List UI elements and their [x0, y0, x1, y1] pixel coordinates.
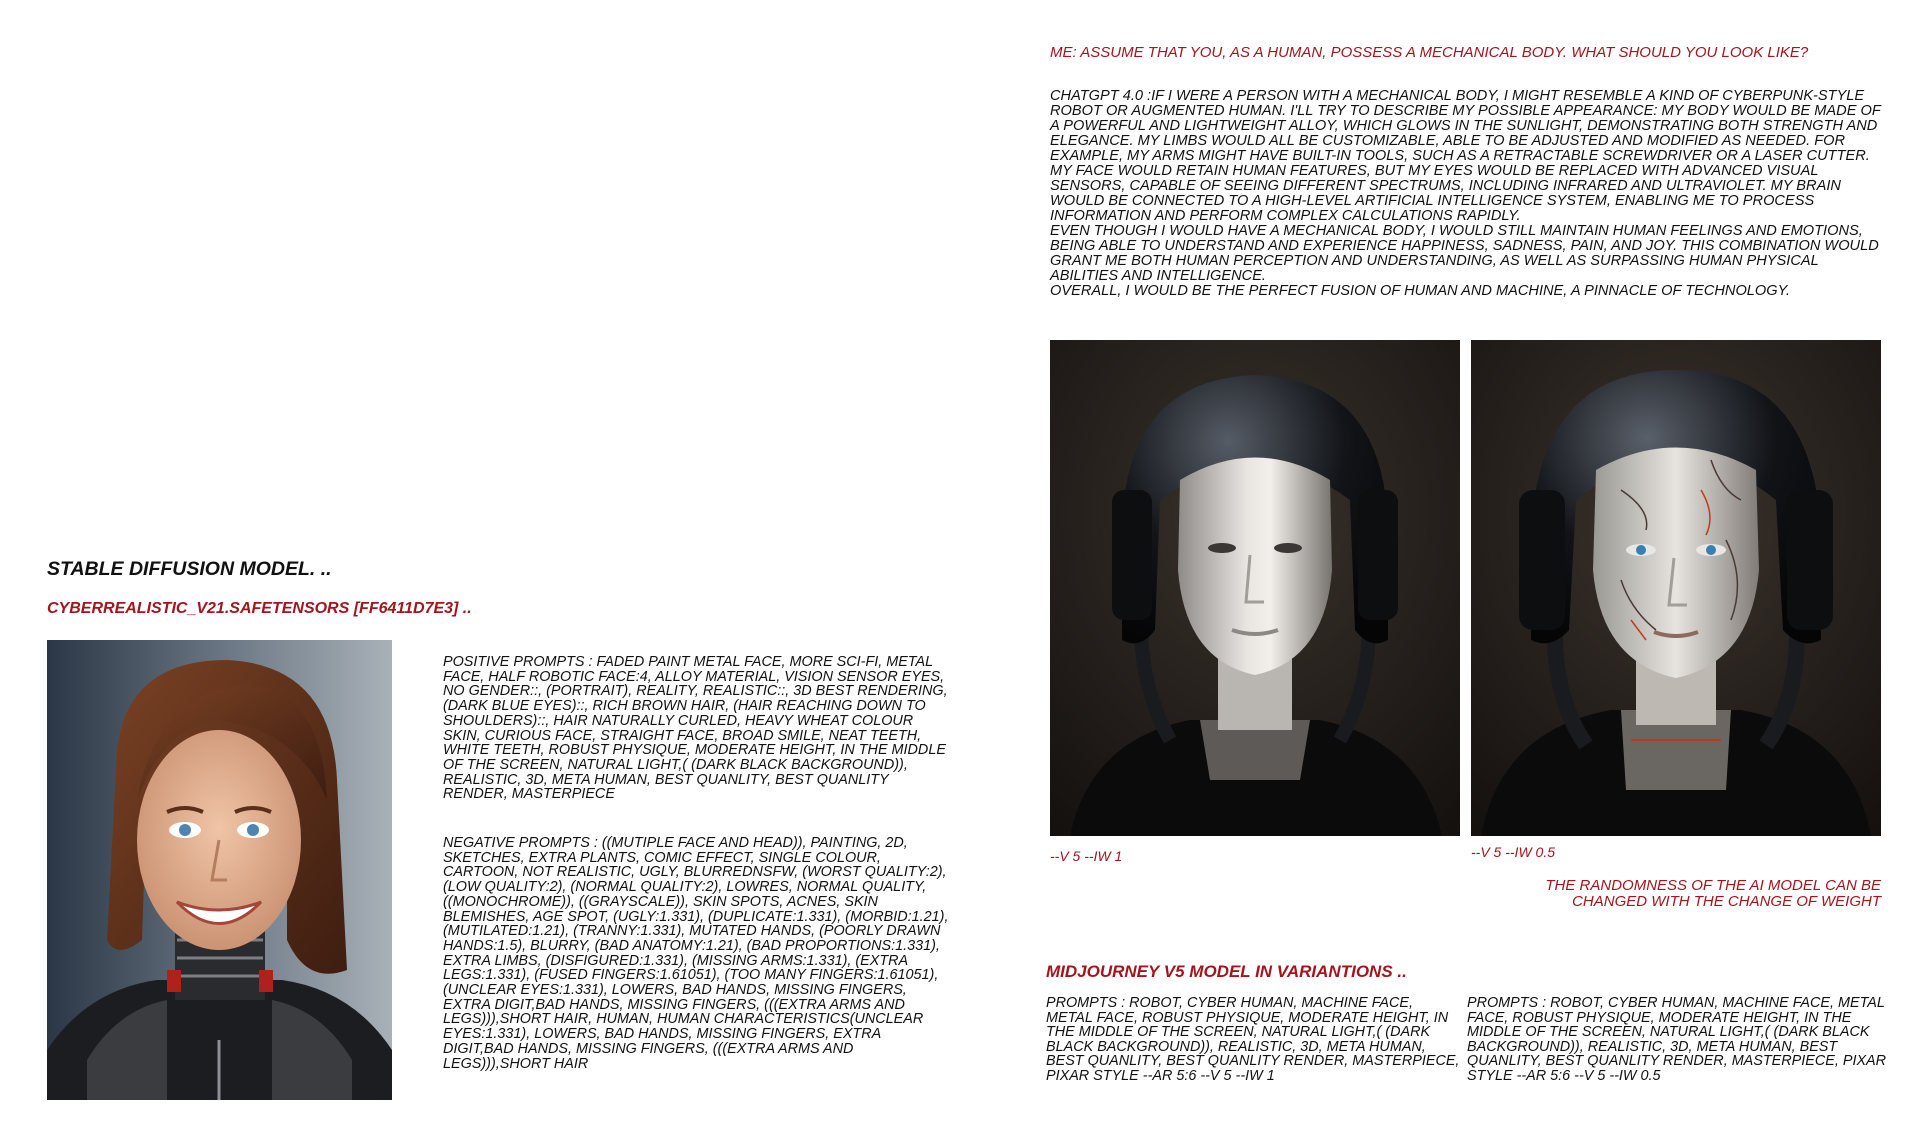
- randomness-note: THE RANDOMNESS OF THE AI MODEL CAN BE CHANGED WITH THE CHANGE OF WEIGHT: [1545, 877, 1881, 910]
- negative-prompts: NEGATIVE PROMPTS : ((MUTIPLE FACE AND HEAD)), PAINTING, 2D, SKETCHES, EXTRA PLANTS, COMIC EFFECT, SINGLE COLOUR, CARTOON, NOT REALISTIC, UGLY, BLURREDNSFW, (WORST QUALITY:2), (LOW QUALITY:2), (NORMAL QUALITY:2), LOWRES, NORMAL QUALITY, ((MONOCHROME)), ((GRAYSCALE)), SKIN SPOTS, ACNES, SKIN BLEMISHES, AGE SPOT, (UGLY:1.331), (DUPLICATE:1.331), (MORBID:1.21), (MUTILATED:1.21), (TRANNY:1.331), MUTATED HANDS, (POORLY DRAWN HANDS:1.5), BLURRY, (BAD ANATOMY:1.21), (BAD PROPORTIONS:1.331), EXTRA LIMBS, (DISFIGURED:1.331), (MISSING ARMS:1.331), (EXTRA LEGS:1.331), (FUSED FINGERS:1.61051), (TOO MANY FINGERS:1.61051), (UNCLEAR EYES:1.331), LOWERS, BAD HANDS, MISSING FINGERS, EXTRA DIGIT,BAD HANDS, MISSING FINGERS, (((EXTRA ARMS AND LEGS))),SHORT HAIR, HUMAN, HUMAN CHARACTERISTICS(UNCLEAR EYES:1.331), LOWERS, BAD HANDS, MISSING FINGERS, EXTRA DIGIT,BAD HANDS, MISSING FINGERS, (((EXTRA ARMS AND LEGS))),SHORT HAIR: [443, 835, 949, 1072]
- midjourney-robot-image-2: [1471, 340, 1881, 836]
- stable-diffusion-heading: STABLE DIFFUSION MODEL. ..: [47, 558, 332, 580]
- answer-paragraph: OVERALL, I WOULD BE THE PERFECT FUSION OF HUMAN AND MACHINE, A PINNACLE OF TECHNOLOGY.: [1050, 283, 1791, 299]
- question-text: ME: ASSUME THAT YOU, AS A HUMAN, POSSESS A MECHANICAL BODY. WHAT SHOULD YOU LOOK LIKE?: [1050, 44, 1809, 61]
- positive-prompts: POSITIVE PROMPTS : FADED PAINT METAL FACE, MORE SCI-FI, METAL FACE, HALF ROBOTIC FACE:4, ALLOY MATERIAL, VISION SENSOR EYES, NO GENDER::, (PORTRAIT), REALITY, REALISTIC::, 3D BEST RENDERING, (DARK BLUE EYES)::, RICH BROWN HAIR, (HAIR REACHING DOWN TO SHOULDERS)::, HAIR NATURALLY CURLED, HEAVY WHEAT COLOUR SKIN, CURIOUS FACE, STRAIGHT FACE, BROAD SMILE, NEAT TEETH, WHITE TEETH, ROBUST PHYSIQUE, MODERATE HEIGHT, IN THE MIDDLE OF THE SCREEN, NATURAL LIGHT,( (DARK BLACK BACKGROUND)), REALISTIC, 3D, META HUMAN, BEST QUANLITY, BEST QUANLITY RENDER, MASTERPIECE: [443, 654, 948, 803]
- model-name: CYBERREALISTIC_V21.SAFETENSORS [FF6411D7E3] ..: [47, 600, 472, 617]
- midjourney-heading: MIDJOURNEY V5 MODEL IN VARIANTIONS ..: [1046, 962, 1407, 981]
- answer-paragraph: MY FACE WOULD RETAIN HUMAN FEATURES, BUT MY EYES WOULD BE REPLACED WITH ADVANCED VISUAL SENSORS, CAPABLE OF SEEING DIFFERENT SPECTRUMS, INCLUDING INFRARED AND ULTRAVIOLET. MY BRAIN WOULD BE CONNECTED TO A HIGH-LEVEL ARTIFICIAL INTELLIGENCE SYSTEM, ENABLING ME TO PROCESS INFORMATION AND PERFORM COMPLEX CALCULATIONS RAPIDLY.: [1050, 163, 1841, 224]
- midjourney-robot-image-1: [1050, 340, 1460, 836]
- stable-diffusion-portrait-image: [47, 640, 392, 1100]
- chatgpt-answer: [1050, 89, 1890, 299]
- midjourney-prompt-2: PROMPTS : ROBOT, CYBER HUMAN, MACHINE FACE, METAL FACE, ROBUST PHYSIQUE, MODERATE HEIGHT, IN THE MIDDLE OF THE SCREEN, NATURAL LIGHT,( (DARK BLACK BACKGROUND)), REALISTIC, 3D, META HUMAN, BEST QUANLITY, BEST QUANLITY RENDER, MASTERPIECE, PIXAR STYLE --AR 5:6 --V 5 --IW 0.5: [1467, 995, 1887, 1084]
- caption-iw-0-5: --V 5 --IW 0.5: [1471, 844, 1556, 860]
- midjourney-prompt-1: PROMPTS : ROBOT, CYBER HUMAN, MACHINE FACE, METAL FACE, ROBUST PHYSIQUE, MODERATE HEIGHT, IN THE MIDDLE OF THE SCREEN, NATURAL LIGHT,( (DARK BLACK BACKGROUND)), REALISTIC, 3D, META HUMAN, BEST QUANLITY, BEST QUANLITY RENDER, MASTERPIECE, PIXAR STYLE --AR 5:6 --V 5 --IW 1: [1046, 995, 1460, 1084]
- answer-paragraph: EVEN THOUGH I WOULD HAVE A MECHANICAL BODY, I WOULD STILL MAINTAIN HUMAN FEELINGS AND EMOTIONS, BEING ABLE TO UNDERSTAND AND EXPERIENCE HAPPINESS, SADNESS, PAIN, AND JOY. THIS COMBINATION WOULD GRANT ME BOTH HUMAN PERCEPTION AND UNDERSTANDING, AS WELL AS SURPASSING HUMAN PHYSICAL ABILITIES AND INTELLIGENCE.: [1050, 223, 1879, 284]
- caption-iw-1: --V 5 --IW 1: [1050, 848, 1123, 864]
- answer-paragraph: CHATGPT 4.0 :IF I WERE A PERSON WITH A MECHANICAL BODY, I MIGHT RESEMBLE A KIND OF CYBERPUNK-STYLE ROBOT OR AUGMENTED HUMAN. I'LL TRY TO DESCRIBE MY POSSIBLE APPEARANCE: MY BODY WOULD BE MADE OF A POWERFUL AND LIGHTWEIGHT ALLOY, WHICH GLOWS IN THE SUNLIGHT, DEMONSTRATING BOTH STRENGTH AND ELEGANCE. MY LIMBS WOULD ALL BE CUSTOMIZABLE, ABLE TO BE ADJUSTED AND MODIFIED AS NEEDED. FOR EXAMPLE, MY ARMS MIGHT HAVE BUILT-IN TOOLS, SUCH AS A RETRACTABLE SCREWDRIVER OR A LASER CUTTER.: [1050, 88, 1881, 164]
